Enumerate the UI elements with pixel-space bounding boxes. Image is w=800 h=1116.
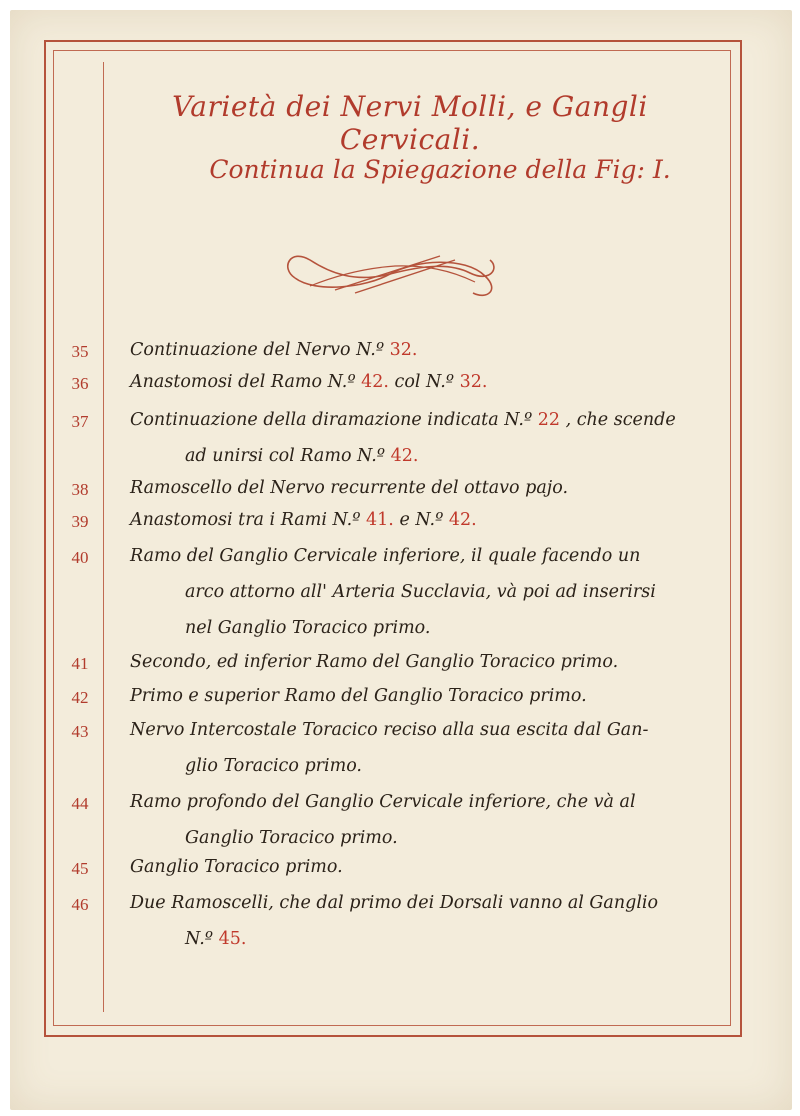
page-title: Varietà dei Nervi Molli, e Gangli Cervicali. <box>172 90 648 156</box>
number-reference: 32. <box>384 340 418 360</box>
entry-text: Continuazione della diramazione indicata N.º <box>130 410 533 430</box>
inner-frame-rule <box>53 50 731 1026</box>
entry-line <box>185 618 430 638</box>
number-reference: 42. <box>385 446 419 466</box>
ornamental-flourish <box>275 238 505 308</box>
entry-number: 44 <box>71 794 89 813</box>
entry-text: Anastomosi del Ramo N.º <box>130 372 356 392</box>
entry-text: Ramo profondo del Ganglio Cervicale inferiore, che và al <box>130 792 636 812</box>
entry-line <box>130 686 587 706</box>
entry-line <box>130 893 658 913</box>
entry-line <box>130 720 648 740</box>
entry-text: Nervo Intercostale Toracico reciso alla sua escita dal Gan- <box>130 720 649 740</box>
margin-rule <box>103 62 104 1012</box>
entry-number: 35 <box>71 342 89 361</box>
entry-line <box>185 929 246 949</box>
entry-text: arco attorno all' Arteria Succlavia, và poi ad inserirsi <box>185 582 656 602</box>
entry-text: Anastomosi tra i Rami N.º <box>130 510 361 530</box>
entry-text: Ganglio Toracico primo. <box>185 828 398 848</box>
entry-number: 42 <box>71 688 89 707</box>
entry-line <box>130 652 618 672</box>
entry-line <box>185 446 418 466</box>
entry-line <box>130 546 640 566</box>
entry-text: col N.º <box>388 372 455 392</box>
entry-number: 40 <box>71 548 89 567</box>
page-subtitle: Continua la Spiegazione della Fig: I. <box>209 155 671 184</box>
entry-line <box>130 792 636 812</box>
entry-text: Secondo, ed inferior Ramo del Ganglio Toracico primo. <box>130 652 619 672</box>
entry-number: 39 <box>71 512 89 531</box>
entry-line <box>130 372 487 392</box>
entry-text: Primo e superior Ramo del Ganglio Toracico primo. <box>130 686 587 706</box>
entry-line <box>130 340 417 360</box>
entry-line <box>185 828 398 848</box>
number-reference: 45. <box>213 929 247 949</box>
entry-line <box>130 410 676 430</box>
number-reference: 41. <box>360 510 394 530</box>
entry-text: Ramo del Ganglio Cervicale inferiore, il quale facendo un <box>130 546 641 566</box>
entry-text: Ramoscello del Nervo recurrente del ottavo pajo. <box>130 478 569 498</box>
entry-text: ad unirsi col Ramo N.º <box>185 446 386 466</box>
entry-line <box>130 510 477 530</box>
entry-number: 36 <box>71 374 89 393</box>
entry-text: N.º <box>185 929 213 949</box>
entry-text: Continuazione del Nervo N.º <box>130 340 385 360</box>
entry-number: 38 <box>71 480 89 499</box>
entry-line <box>130 857 343 877</box>
entry-number: 45 <box>71 859 89 878</box>
entry-text: glio Toracico primo. <box>185 756 362 776</box>
entry-line <box>185 582 656 602</box>
entry-text: Ganglio Toracico primo. <box>130 857 343 877</box>
entry-text: nel Ganglio Toracico primo. <box>185 618 431 638</box>
number-reference: 22 <box>532 410 561 430</box>
number-reference: 42. <box>443 510 477 530</box>
entry-text: , che scende <box>560 410 676 430</box>
entry-line <box>185 756 362 776</box>
number-reference: 42. <box>355 372 389 392</box>
number-reference: 32. <box>454 372 488 392</box>
entry-line <box>130 478 568 498</box>
entry-number: 41 <box>71 654 89 673</box>
entry-number: 43 <box>71 722 89 741</box>
entry-number: 46 <box>71 895 89 914</box>
entry-number: 37 <box>71 412 89 431</box>
entry-text: Due Ramoscelli, che dal primo dei Dorsali vanno al Ganglio <box>130 893 659 913</box>
entry-text: e N.º <box>393 510 444 530</box>
